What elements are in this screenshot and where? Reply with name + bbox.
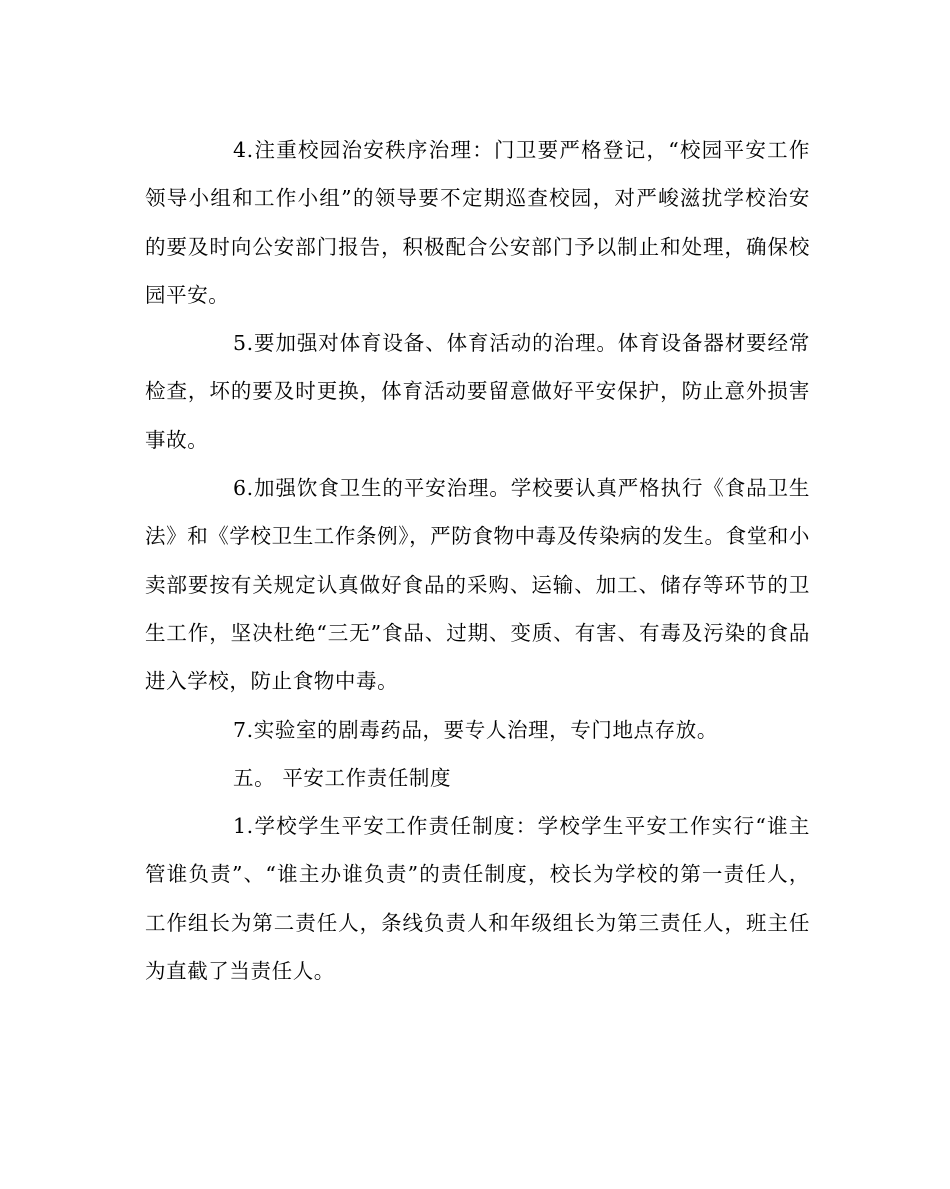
section-heading-5: 五。 平安工作责任制度 bbox=[233, 765, 452, 790]
paragraph-item-5: 5.要加强对体育设备、体育活动的治理。体育设备器材要经常检查，坏的要及时更换，体育活动要留意做好平安保护，防止意外损害事故。 bbox=[145, 331, 810, 452]
paragraph-item-4: 4.注重校园治安秩序治理：门卫要严格登记，“校园平安工作领导小组和工作小组”的领导要不定期巡查校园，对严峻滋扰学校治安的要及时向公安部门报告，积极配合公安部门予以制止和处理，确保校园平安。 bbox=[145, 138, 810, 307]
paragraph-responsibility-1: 1.学校学生平安工作责任制度：学校学生平安工作实行“谁主管谁负责”、“谁主办谁负责”的责任制度，校长为学校的第一责任人，工作组长为第二责任人，条线负责人和年级组长为第三责任人，班主任为直截了当责任人。 bbox=[145, 814, 810, 984]
document-body bbox=[145, 126, 810, 995]
paragraph-item-6: 6.加强饮食卫生的平安治理。学校要认真严格执行《食品卫生法》和《学校卫生工作条例》，严防食物中毒及传染病的发生。食堂和小卖部要按有关规定认真做好食品的采购、运输、加工、储存等环节的卫生工作，坚决杜绝“三无”食品、过期、变质、有害、有毒及污染的食品进入学校，防止食物中毒。 bbox=[145, 476, 810, 694]
paragraph-item-7: 7.实验室的剧毒药品，要专人治理，专门地点存放。 bbox=[233, 717, 718, 742]
